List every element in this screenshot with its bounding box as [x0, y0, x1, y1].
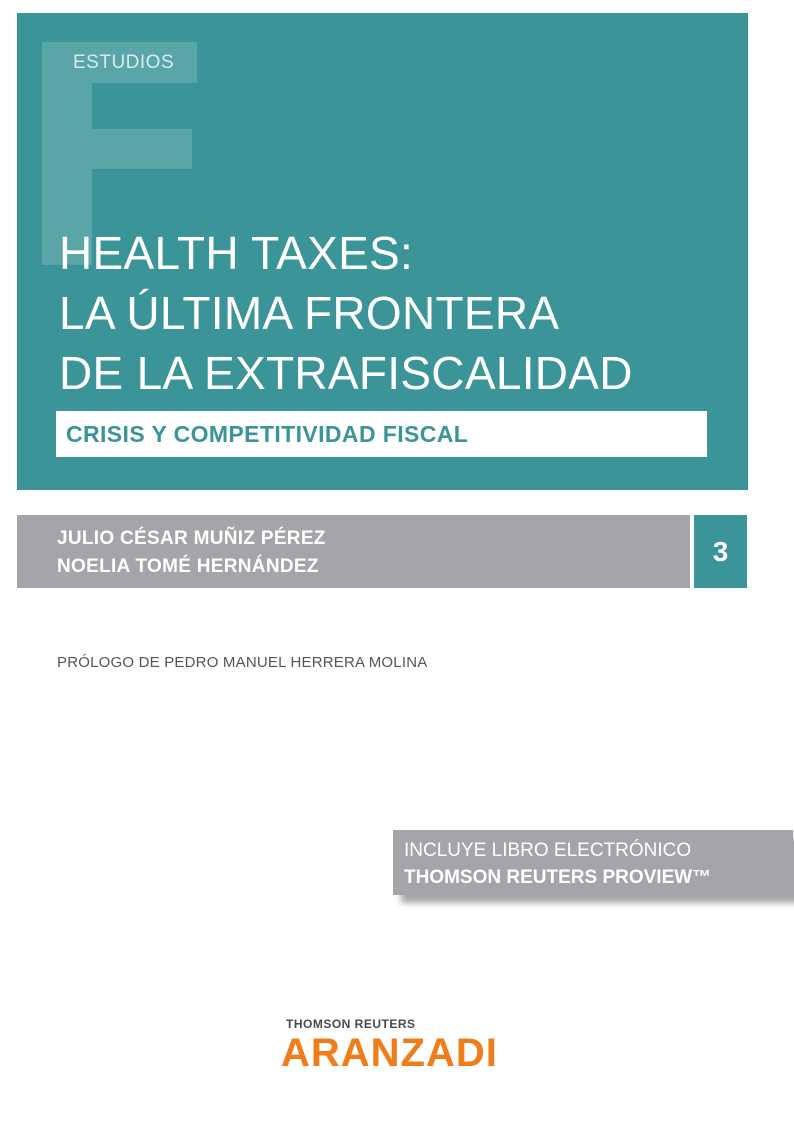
title-line: HEALTH TAXES:: [59, 227, 414, 279]
subtitle-box: [56, 411, 707, 457]
author-name: NOELIA TOMÉ HERNÁNDEZ: [57, 556, 319, 577]
ebook-line-1: INCLUYE LIBRO ELECTRÓNICO: [404, 840, 692, 861]
title-line: LA ÚLTIMA FRONTERA: [59, 287, 560, 339]
e-logo-middle-arm: [92, 129, 192, 169]
authors-bar: [17, 515, 690, 588]
volume-number-badge: 3: [694, 515, 747, 588]
author-name: JULIO CÉSAR MUÑIZ PÉREZ: [57, 528, 326, 549]
ebook-banner: [393, 830, 793, 895]
book-title: [59, 223, 739, 403]
title-line: DE LA EXTRAFISCALIDAD: [59, 347, 633, 399]
series-label: ESTUDIOS: [73, 52, 175, 73]
prologue-credit: PRÓLOGO DE PEDRO MANUEL HERRERA MOLINA: [57, 654, 428, 671]
book-subtitle: CRISIS Y COMPETITIVIDAD FISCAL: [66, 421, 469, 447]
ebook-line-2: THOMSON REUTERS PROVIEW™: [404, 867, 712, 888]
cover-top-panel: [17, 13, 748, 490]
publisher-logo: ARANZADI: [281, 1031, 498, 1075]
publisher-parent-logo: THOMSON REUTERS: [286, 1017, 416, 1031]
